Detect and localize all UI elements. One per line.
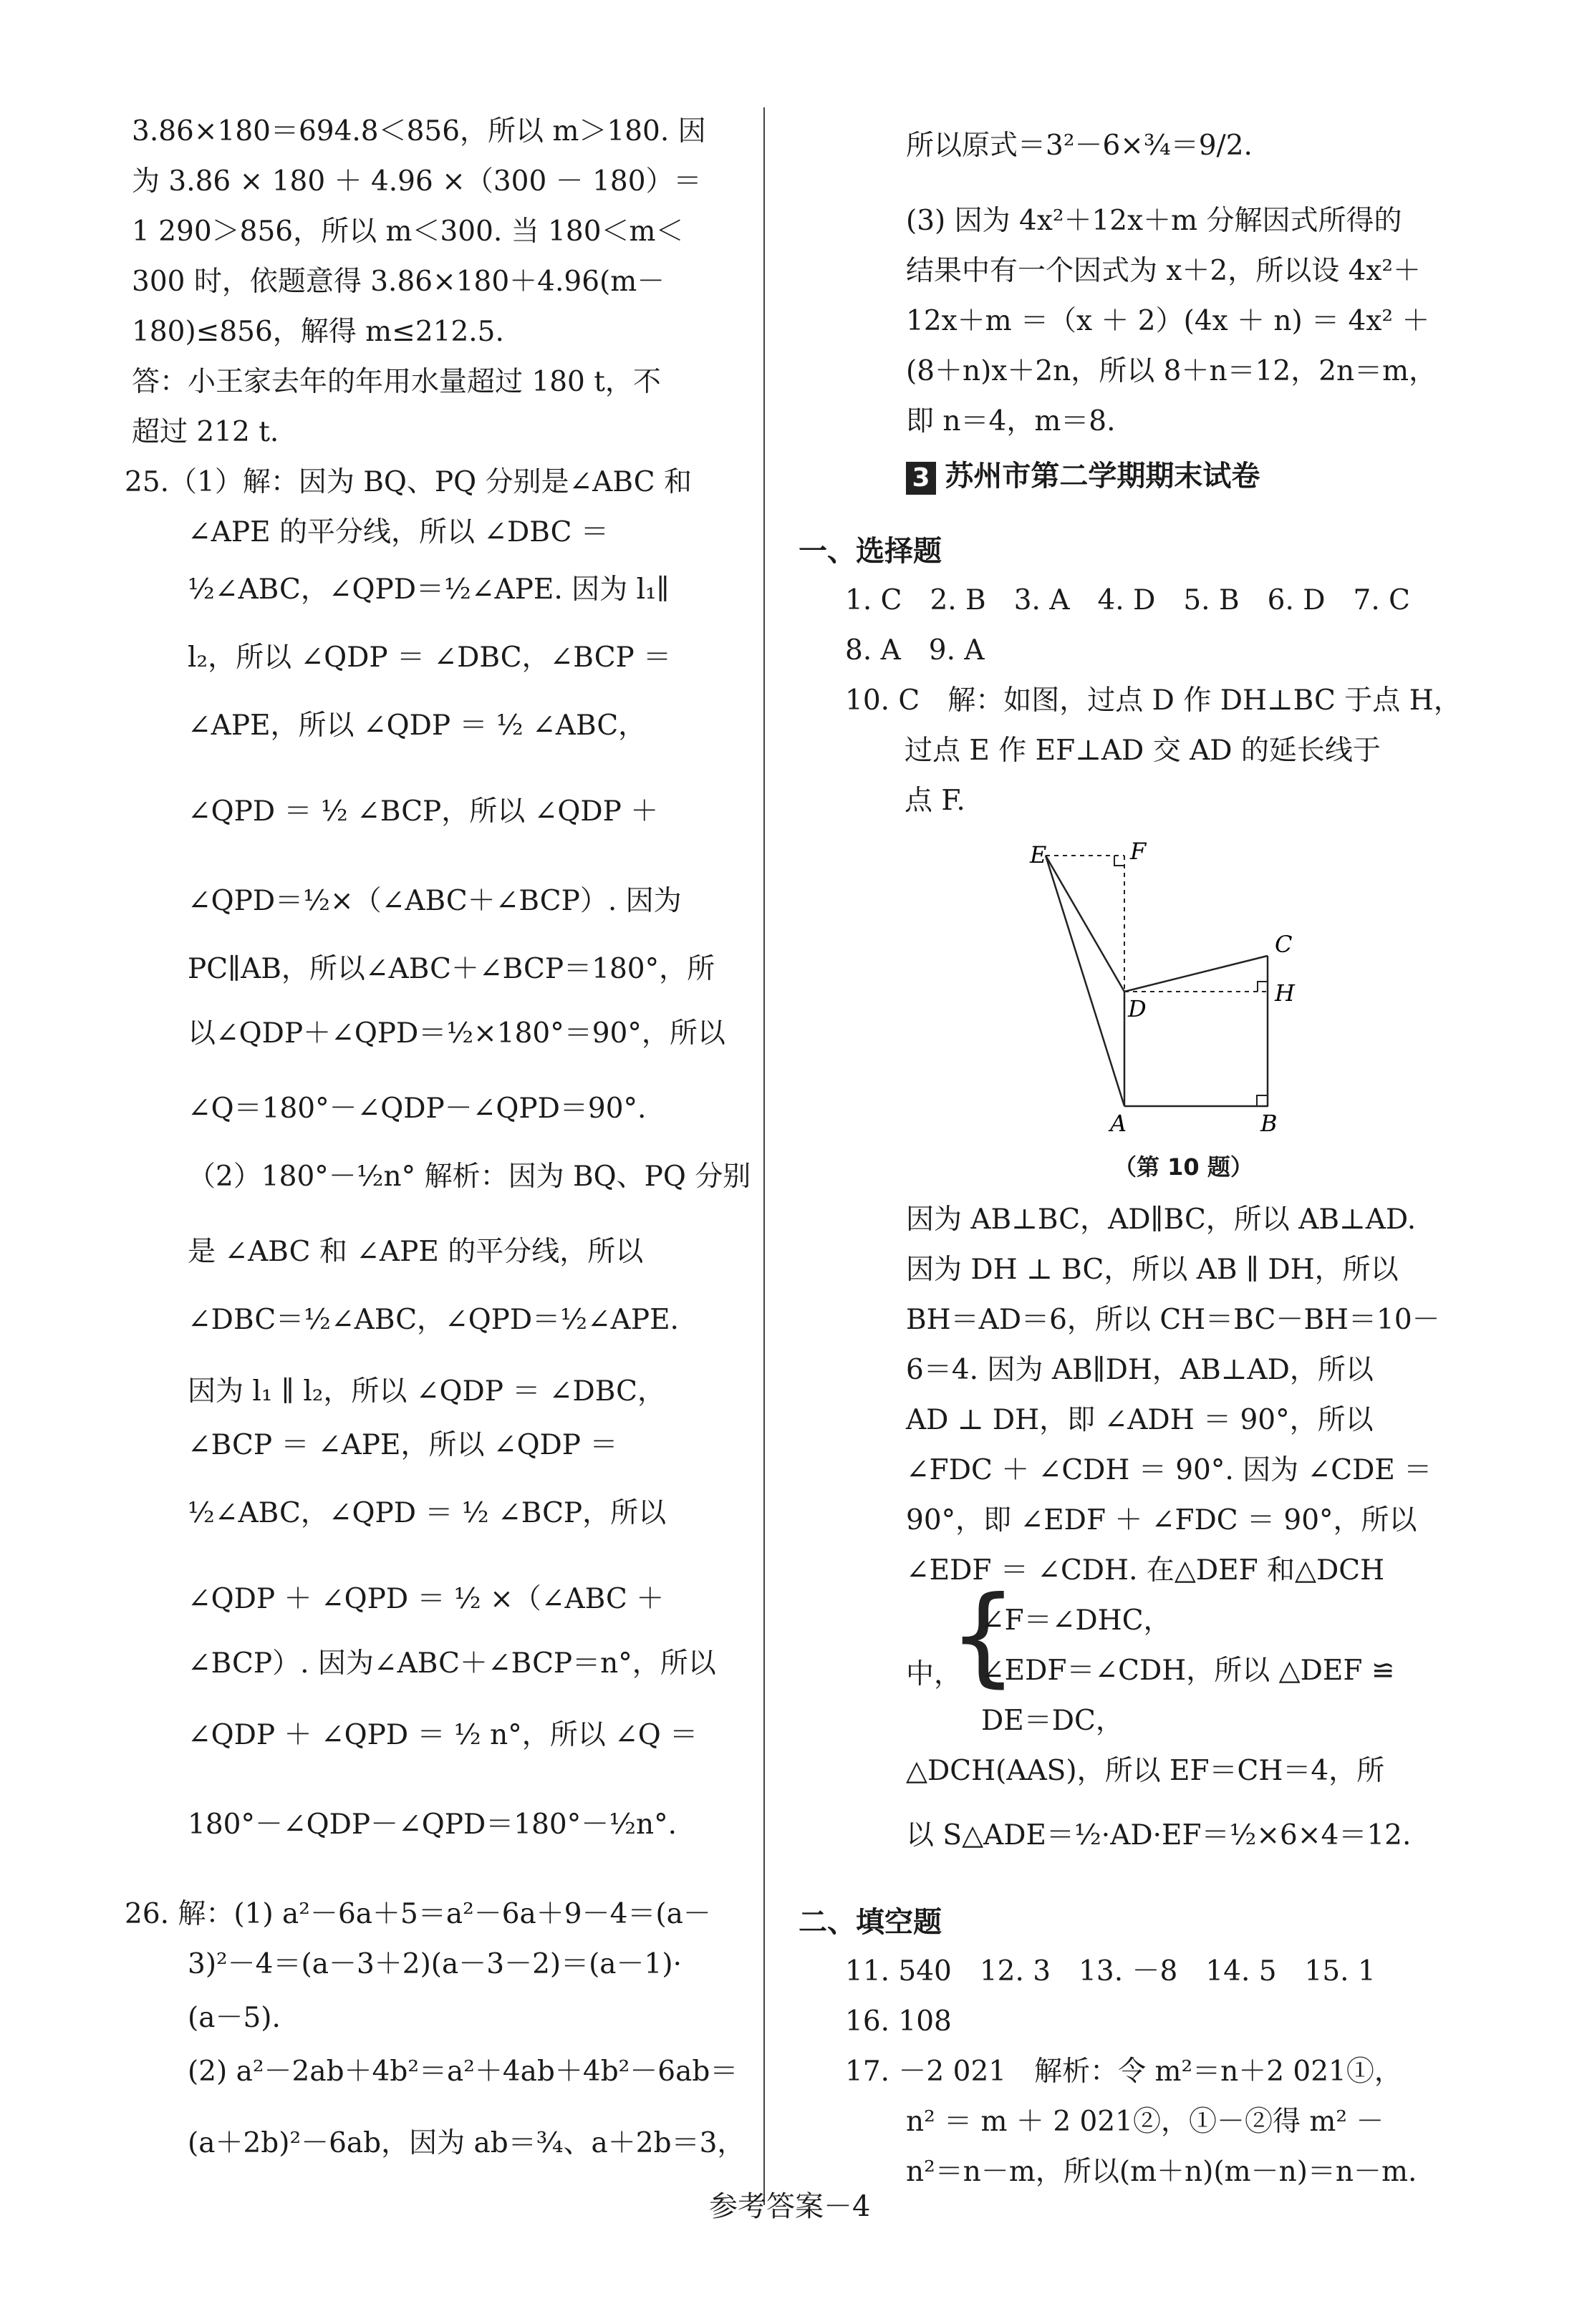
text-line: 答：小王家去年的年用水量超过 180 t，不 [132, 366, 661, 398]
system-row: ∠F＝∠DHC， [981, 1604, 1172, 1637]
text-line: ∠QPD ＝ ½ ∠BCP，所以 ∠QDP ＋ [188, 795, 659, 828]
text-line: ½∠ABC，∠QPD ＝ ½ ∠BCP，所以 [188, 1497, 667, 1529]
text-line: 以 S△ADE＝½·AD·EF＝½×6×4＝12. [906, 1819, 1412, 1851]
text-line: 所以原式＝3²－6×¾＝9/2. [906, 130, 1253, 162]
text-line: l₂，所以 ∠QDP ＝ ∠DBC，∠BCP ＝ [188, 641, 672, 674]
question-25-start: 25.（1）解：因为 BQ、PQ 分别是∠ABC 和 [125, 466, 692, 498]
left-brace: { [949, 1574, 1018, 1698]
choice-heading: 一、选择题 [799, 535, 942, 568]
label-c: C [1275, 931, 1293, 958]
text-line: 超过 212 t. [132, 416, 279, 448]
text-line: (a－5). [188, 2002, 281, 2034]
label-a: A [1110, 1110, 1127, 1137]
text-line: 6＝4. 因为 AB∥DH，AB⊥AD，所以 [906, 1354, 1374, 1386]
text-line: 点 F. [905, 785, 965, 817]
text-line: ∠EDF ＝ ∠CDH. 在△DEF 和△DCH [906, 1554, 1385, 1587]
text-line: 即 n＝4，m＝8. [906, 405, 1116, 437]
section-number-badge: 3 [906, 462, 936, 495]
label-e: E [1030, 841, 1047, 868]
text-line: 3)²－4＝(a－3＋2)(a－3－2)＝(a－1)· [188, 1948, 682, 1980]
label-b: B [1260, 1110, 1278, 1137]
text-line: 以∠QDP＋∠QPD＝½×180°＝90°，所以 [188, 1017, 725, 1050]
text-line: (2) a²－2ab＋4b²＝a²＋4ab＋4b²－6ab＝ [188, 2056, 738, 2088]
text-line: BH＝AD＝6，所以 CH＝BC－BH＝10－ [906, 1304, 1440, 1336]
text-line: 因为 DH ⊥ BC，所以 AB ∥ DH，所以 [906, 1254, 1399, 1286]
choice-answers-line2: 8. A 9. A [845, 634, 985, 667]
text-line: 3.86×180＝694.8＜856，所以 m＞180. 因 [132, 115, 706, 147]
section-heading [906, 458, 1260, 495]
text-line: 17. －2 021 解析：令 m²＝n＋2 021①， [845, 2056, 1402, 2088]
text-line: 12x＋m ＝（x ＋ 2）(4x ＋ n) ＝ 4x² ＋ [906, 305, 1430, 337]
text-line: ∠QDP ＋ ∠QPD ＝ ½ ×（∠ABC ＋ [188, 1583, 665, 1615]
text-line: ∠BCP ＝ ∠APE，所以 ∠QDP ＝ [188, 1429, 618, 1461]
text-line: 180°－∠QDP－∠QPD＝180°－½n°. [188, 1809, 677, 1841]
text-line: 过点 E 作 EF⊥AD 交 AD 的延长线于 [905, 735, 1381, 767]
question-26-start: 26. 解：(1) a²－6a＋5＝a²－6a＋9－4＝(a－ [125, 1898, 711, 1930]
text-line: ∠QPD＝½×（∠ABC＋∠BCP）. 因为 [188, 885, 682, 917]
text-line: 因为 l₁ ∥ l₂，所以 ∠QDP ＝ ∠DBC， [188, 1375, 665, 1408]
text-line: （2）180°－½n° 解析：因为 BQ、PQ 分别 [188, 1161, 751, 1193]
label-d: D [1128, 995, 1147, 1022]
text-line: ∠Q＝180°－∠QDP－∠QPD＝90°. [188, 1093, 647, 1125]
text-line: (3) 因为 4x²＋12x＋m 分解因式所得的 [906, 205, 1402, 237]
text-line: ∠FDC ＋ ∠CDH ＝ 90°. 因为 ∠CDE ＝ [906, 1454, 1432, 1486]
fill-heading: 二、填空题 [799, 1906, 942, 1939]
label-f: F [1130, 838, 1147, 865]
system-row: ∠EDF＝∠CDH，所以 △DEF ≌ [981, 1655, 1395, 1687]
text-line: (a＋2b)²－6ab，因为 ab＝¾、a＋2b＝3， [188, 2127, 746, 2159]
text-line: PC∥AB，所以∠ABC＋∠BCP＝180°，所 [188, 953, 715, 985]
text-line: 为 3.86 × 180 ＋ 4.96 ×（300 － 180）＝ [132, 165, 702, 198]
text-line: ∠DBC＝½∠ABC，∠QPD＝½∠APE. [188, 1304, 679, 1336]
text-line: 结果中有一个因式为 x＋2，所以设 4x²＋ [906, 255, 1422, 287]
text-line: 1 290＞856，所以 m＜300. 当 180＜m＜ [132, 216, 684, 248]
label-h: H [1275, 979, 1295, 1007]
text-line: ∠QDP ＋ ∠QPD ＝ ½ n°，所以 ∠Q ＝ [188, 1719, 698, 1751]
text-line: 是 ∠ABC 和 ∠APE 的平分线，所以 [188, 1236, 644, 1268]
text-line: 10. C 解：如图，过点 D 作 DH⊥BC 于点 H， [845, 684, 1462, 717]
text-line: ∠APE，所以 ∠QDP ＝ ½ ∠ABC， [188, 710, 647, 742]
page-footer: 参考答案－4 [709, 2190, 871, 2223]
section-title: 苏州市第二学期期末试卷 [945, 460, 1260, 493]
system-prefix: 中， [906, 1658, 963, 1690]
text-line: AD ⊥ DH，即 ∠ADH ＝ 90°，所以 [906, 1404, 1374, 1436]
geometry-figure [1024, 838, 1339, 1153]
text-line: 因为 AB⊥BC，AD∥BC，所以 AB⊥AD. [906, 1204, 1417, 1236]
text-line: ∠APE 的平分线，所以 ∠DBC ＝ [188, 516, 609, 548]
text-line: n²＝n－m，所以(m＋n)(m－n)＝n－m. [906, 2156, 1417, 2188]
text-line: ∠BCP）. 因为∠ABC＋∠BCP＝n°，所以 [188, 1647, 716, 1680]
fill-answers-line1: 11. 540 12. 3 13. －8 14. 5 15. 1 [845, 1955, 1376, 1987]
text-line: ½∠ABC，∠QPD＝½∠APE. 因为 l₁∥ [188, 573, 670, 606]
fill-answers-line2: 16. 108 [845, 2005, 952, 2038]
column-divider [763, 107, 765, 2205]
text-line: △DCH(AAS)，所以 EF＝CH＝4，所 [906, 1755, 1385, 1787]
figure-caption: （第 10 题） [1114, 1153, 1253, 1181]
text-line: 180)≤856，解得 m≤212.5. [132, 316, 504, 348]
system-row: DE＝DC， [981, 1705, 1124, 1737]
text-line: (8＋n)x＋2n，所以 8＋n＝12，2n＝m， [906, 355, 1437, 387]
text-line: 90°，即 ∠EDF ＋ ∠FDC ＝ 90°，所以 [906, 1504, 1417, 1536]
choice-answers-line1: 1. C 2. B 3. A 4. D 5. B 6. D 7. C [845, 584, 1410, 616]
text-line: n² ＝ m ＋ 2 021②，①－②得 m² － [906, 2106, 1384, 2138]
text-line: 300 时，依题意得 3.86×180＋4.96(m－ [132, 266, 665, 298]
